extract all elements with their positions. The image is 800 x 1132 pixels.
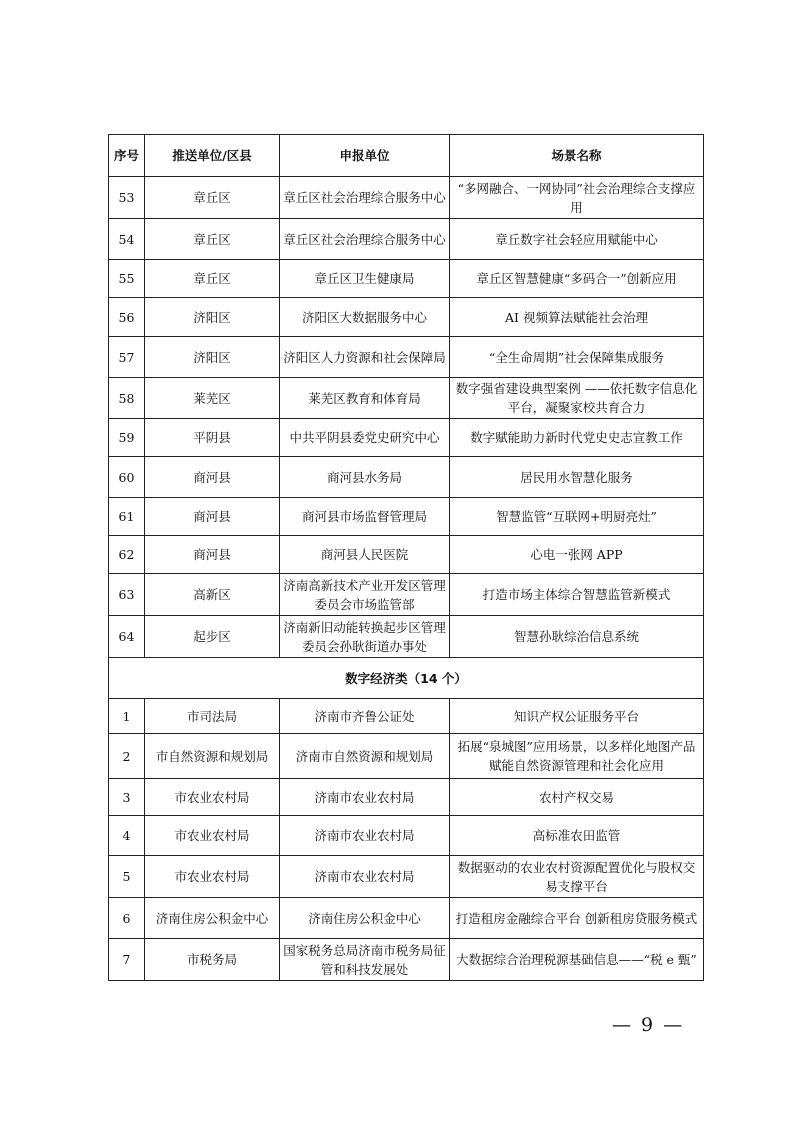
table-row xyxy=(109,337,704,378)
cell-unit: 章丘区 xyxy=(145,177,280,219)
table-row xyxy=(109,816,704,856)
table-row xyxy=(109,536,704,574)
cell-no: 61 xyxy=(109,498,145,536)
cell-applicant: 国家税务总局济南市税务局征管和科技发展处 xyxy=(280,939,450,981)
header-no: 序号 xyxy=(109,135,145,177)
cell-unit: 起步区 xyxy=(145,616,280,658)
cell-applicant: 商河县人民医院 xyxy=(280,536,450,574)
cell-scene: 高标准农田监管 xyxy=(450,816,704,856)
cell-scene: AI 视频算法赋能社会治理 xyxy=(450,298,704,337)
table-row xyxy=(109,219,704,260)
cell-unit: 市农业农村局 xyxy=(145,856,280,898)
cell-no: 7 xyxy=(109,939,145,981)
table-row xyxy=(109,378,704,419)
cell-scene: 章丘区智慧健康“多码合一”创新应用 xyxy=(450,260,704,298)
table-row xyxy=(109,457,704,498)
cell-scene: 打造租房金融综合平台 创新租房贷服务模式 xyxy=(450,898,704,939)
cell-unit: 商河县 xyxy=(145,457,280,498)
table-row xyxy=(109,856,704,898)
cell-applicant: 济南市自然资源和规划局 xyxy=(280,734,450,779)
cell-unit: 市税务局 xyxy=(145,939,280,981)
cell-scene: 心电一张网 APP xyxy=(450,536,704,574)
cell-unit: 平阴县 xyxy=(145,419,280,457)
cell-no: 5 xyxy=(109,856,145,898)
cell-unit: 济阳区 xyxy=(145,298,280,337)
cell-unit: 商河县 xyxy=(145,536,280,574)
header-applicant: 申报单位 xyxy=(280,135,450,177)
header-scene: 场景名称 xyxy=(450,135,704,177)
cell-no: 64 xyxy=(109,616,145,658)
table-row xyxy=(109,898,704,939)
cell-no: 58 xyxy=(109,378,145,419)
cell-scene: 打造市场主体综合智慧监管新模式 xyxy=(450,574,704,616)
header-unit: 推送单位/区县 xyxy=(145,135,280,177)
cell-unit: 章丘区 xyxy=(145,219,280,260)
table-row xyxy=(109,498,704,536)
cell-no: 1 xyxy=(109,699,145,734)
cell-scene: 章丘数字社会轻应用赋能中心 xyxy=(450,219,704,260)
table-row xyxy=(109,574,704,616)
table-row xyxy=(109,260,704,298)
cell-no: 53 xyxy=(109,177,145,219)
cell-scene: 数据驱动的农业农村资源配置优化与股权交易支撑平台 xyxy=(450,856,704,898)
table-row xyxy=(109,734,704,779)
table-row xyxy=(109,779,704,816)
cell-applicant: 商河县市场监督管理局 xyxy=(280,498,450,536)
cell-applicant: 济南新旧动能转换起步区管理委员会孙耿街道办事处 xyxy=(280,616,450,658)
cell-unit: 济阳区 xyxy=(145,337,280,378)
page-number: — 9 — xyxy=(612,1014,685,1036)
section-title: 数字经济类（14 个） xyxy=(109,658,704,699)
cell-applicant: 济阳区大数据服务中心 xyxy=(280,298,450,337)
table-row xyxy=(109,177,704,219)
cell-applicant: 济南市农业农村局 xyxy=(280,779,450,816)
table-row xyxy=(109,699,704,734)
cell-no: 2 xyxy=(109,734,145,779)
cell-unit: 商河县 xyxy=(145,498,280,536)
cell-no: 56 xyxy=(109,298,145,337)
cell-applicant: 济南市农业农村局 xyxy=(280,816,450,856)
cell-unit: 济南住房公积金中心 xyxy=(145,898,280,939)
cell-no: 6 xyxy=(109,898,145,939)
cell-applicant: 济阳区人力资源和社会保障局 xyxy=(280,337,450,378)
table-row xyxy=(109,298,704,337)
cell-applicant: 济南住房公积金中心 xyxy=(280,898,450,939)
cell-no: 59 xyxy=(109,419,145,457)
cell-unit: 市农业农村局 xyxy=(145,816,280,856)
cell-applicant: 济南高新技术产业开发区管理委员会市场监管部 xyxy=(280,574,450,616)
section-row xyxy=(109,658,704,699)
cell-unit: 莱芜区 xyxy=(145,378,280,419)
cell-unit: 市自然资源和规划局 xyxy=(145,734,280,779)
cell-unit: 章丘区 xyxy=(145,260,280,298)
cell-unit: 高新区 xyxy=(145,574,280,616)
cell-applicant: 章丘区社会治理综合服务中心 xyxy=(280,219,450,260)
cell-scene: 智慧监管“互联网+明厨亮灶” xyxy=(450,498,704,536)
cell-no: 4 xyxy=(109,816,145,856)
table-row xyxy=(109,939,704,981)
cell-no: 55 xyxy=(109,260,145,298)
cell-applicant: 章丘区卫生健康局 xyxy=(280,260,450,298)
cell-scene: “多网融合、一网协同”社会治理综合支撑应用 xyxy=(450,177,704,219)
cell-no: 63 xyxy=(109,574,145,616)
cell-scene: 拓展“泉城图”应用场景，以多样化地图产品赋能自然资源管理和社会化应用 xyxy=(450,734,704,779)
cell-scene: 数字强省建设典型案例 ——依托数字信息化平台，凝聚家校共育合力 xyxy=(450,378,704,419)
cell-scene: 居民用水智慧化服务 xyxy=(450,457,704,498)
cell-applicant: 章丘区社会治理综合服务中心 xyxy=(280,177,450,219)
cell-applicant: 济南市齐鲁公证处 xyxy=(280,699,450,734)
cell-applicant: 济南市农业农村局 xyxy=(280,856,450,898)
document-table xyxy=(108,134,704,981)
cell-unit: 市司法局 xyxy=(145,699,280,734)
table-header-row xyxy=(109,135,704,177)
cell-applicant: 莱芜区教育和体育局 xyxy=(280,378,450,419)
table-row xyxy=(109,419,704,457)
cell-no: 3 xyxy=(109,779,145,816)
cell-no: 54 xyxy=(109,219,145,260)
cell-scene: 大数据综合治理税源基础信息——“税 e 甄” xyxy=(450,939,704,981)
cell-scene: 数字赋能助力新时代党史史志宣教工作 xyxy=(450,419,704,457)
cell-scene: 农村产权交易 xyxy=(450,779,704,816)
table-row xyxy=(109,616,704,658)
cell-no: 57 xyxy=(109,337,145,378)
cell-no: 60 xyxy=(109,457,145,498)
cell-scene: “全生命周期”社会保障集成服务 xyxy=(450,337,704,378)
cell-applicant: 中共平阴县委党史研究中心 xyxy=(280,419,450,457)
cell-scene: 智慧孙耿综治信息系统 xyxy=(450,616,704,658)
cell-applicant: 商河县水务局 xyxy=(280,457,450,498)
cell-no: 62 xyxy=(109,536,145,574)
cell-scene: 知识产权公证服务平台 xyxy=(450,699,704,734)
cell-unit: 市农业农村局 xyxy=(145,779,280,816)
